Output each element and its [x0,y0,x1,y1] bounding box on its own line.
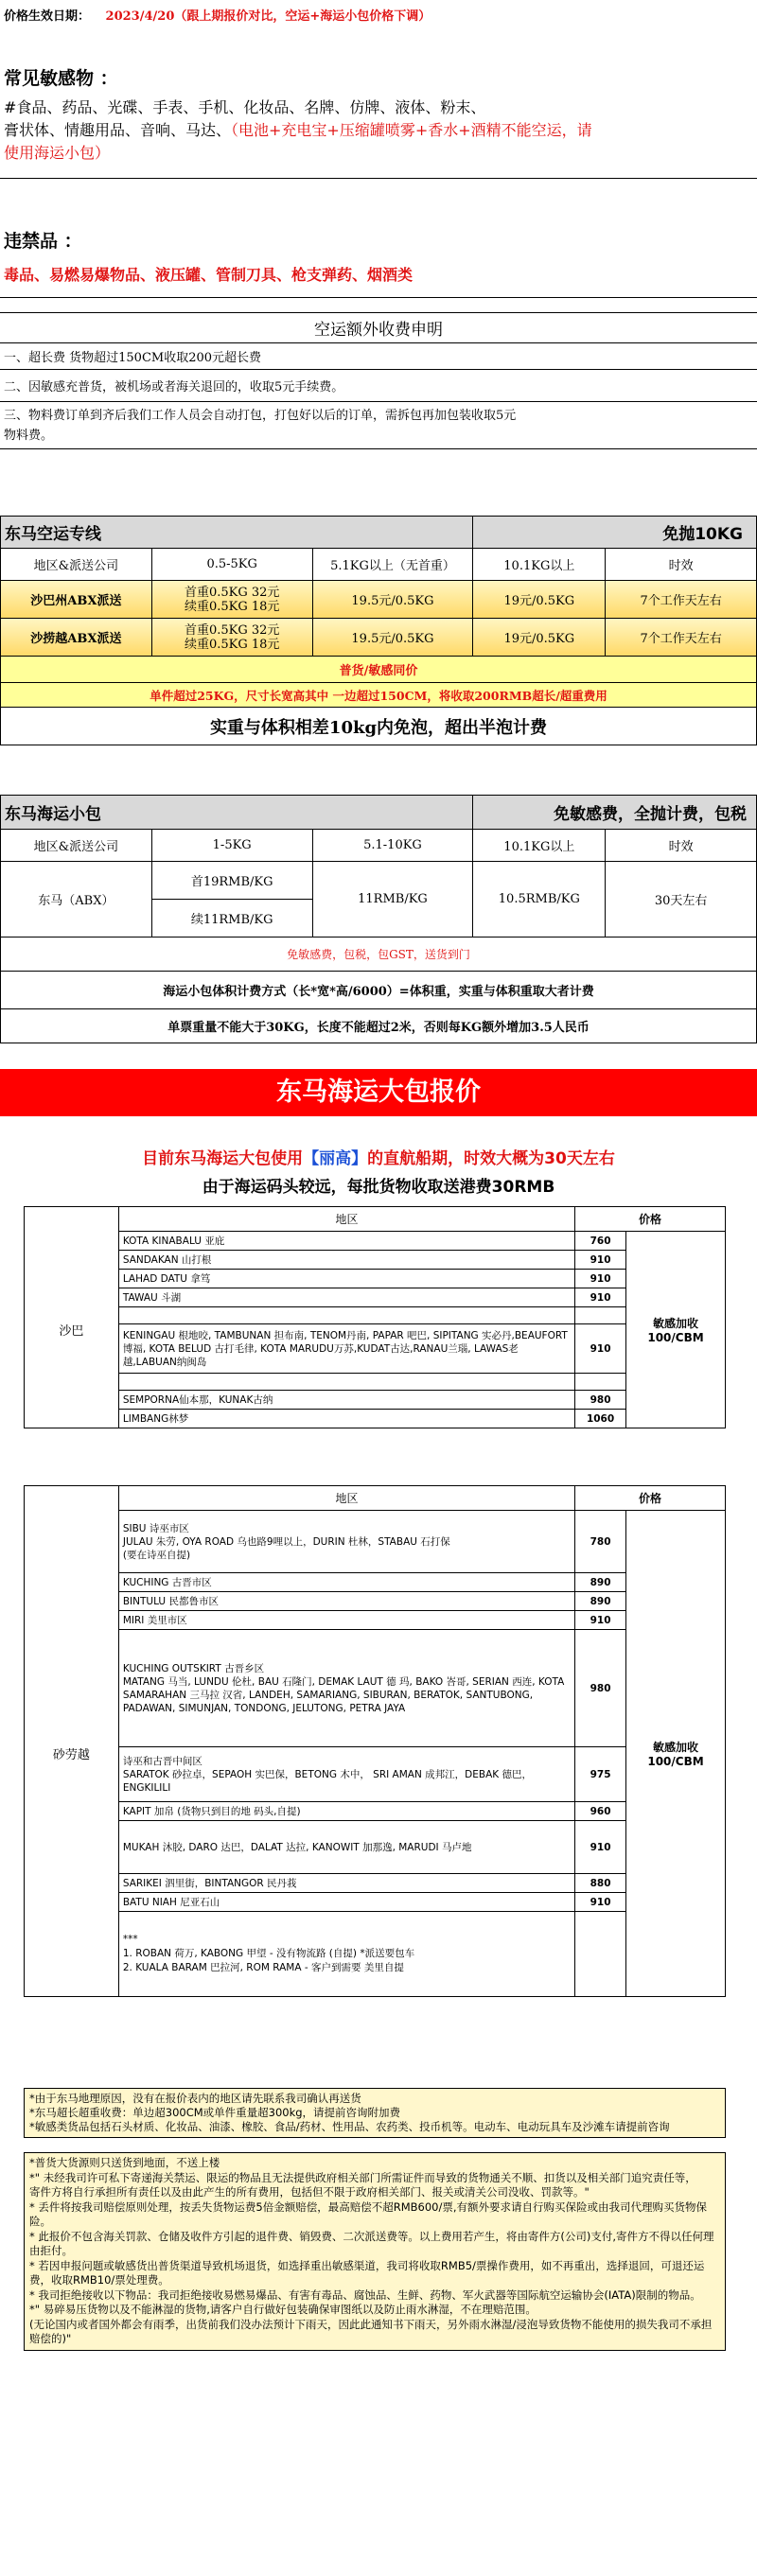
note-item: * 我司拒绝接收以下物品：我司拒绝接收易燃易爆品、有害有毒品、腐蚀品、生鲜、药物、军火武器等国际航空运输协会(IATA)限制的物品。 [29,2287,701,2302]
sarawak-header-area: 地区 [118,1486,574,1511]
air-row-sabah: 沙巴州ABX派送 首重0.5KG 32元 续重0.5KG 18元 19.5元/0.5KG 19元/0.5KG 7个工作天左右 [1,581,757,619]
air-fees-title: 空运额外收费申明 [0,313,757,343]
air-note-oversize: 单件超过25KG，尺寸长宽高其中 一边超过150CM，将收取200RMB超长/超重费用 [1,683,757,708]
sensitive-line-1: #食品、药品、光碟、手表、手机、化妆品、名牌、仿牌、液体、粉末、 [4,98,486,116]
sarawak-row-area: 诗巫和古晋中间区 SARATOK 砂拉卓，SEPAOH 实巴保，BETONG 木中， SRI AMAN 成邦江，DEBAK 德巴，ENGKILILI [118,1747,574,1802]
sarawak-row-area: KAPIT 加帛 (货物只到目的地 码头,自提) [118,1802,574,1821]
note-item: *" 易碎易压货物以及不能淋湿的货物,请客户自行做好包装确保审图纸以及防止雨水淋湿，不在理赔范围。 [29,2303,537,2316]
sea-small-note-1: 免敏感费，包税，包GST，送货到门 [1,938,757,972]
air-row-sarawak: 沙捞越ABX派送 首重0.5KG 32元 续重0.5KG 18元 19.5元/0.5KG 19元/0.5KG 7个工作天左右 [1,619,757,657]
sabah-row-price: 1060 [575,1410,626,1428]
sensitive-line-3: 使用海运小包） [4,144,111,162]
sea-small-note-2: 海运小包体积计费方式（长*宽*高/6000）=体积重，实重与体积重取大者计费 [1,972,757,1009]
sea-small-note-3: 单票重量不能大于30KG，长度不能超过2米，否则每KG额外增加3.5人民币 [1,1009,757,1043]
note-item: * 若因申报问题或敏感货出普货渠道导致机场退货，如选择重出敏感渠道，我司将收取RMB5/票操作费用，如不再重出，选择退回，可退还运费，收取RMB10/票处理费。 [29,2258,705,2287]
air-fee-item-1: 一、超长费 货物超过150CM收取200元超长费 [0,343,757,370]
sea-small-subtitle: 免敏感费，全抛计费，包税 [473,796,757,830]
sea-small-header-time: 时效 [606,830,757,862]
sabah-row-area: LAHAD DATU 拿笃 [118,1270,574,1288]
sarawak-row-price: 975 [575,1747,626,1802]
air-header-tier2: 5.1KG以上（无首重） [312,549,473,581]
note-item: *东马超长超重收费：单边超300CM或单件重量超300kg，请提前咨询附加费 [29,2106,401,2119]
sabah-header-price: 价格 [575,1207,726,1232]
sabah-row-area: TAWAU 斗湖 [118,1288,574,1307]
prohibited-title: 违禁品 ： [4,231,82,252]
sarawak-row-price: 910 [575,1611,626,1630]
sea-big-notes-b [24,2152,726,2351]
air-header-tier3: 10.1KG以上 [473,549,606,581]
sabah-header-area: 地区 [118,1207,574,1232]
air-header-area: 地区&派送公司 [1,549,152,581]
sabah-price-table [24,1206,726,1428]
air-table-title: 东马空运专线 [1,517,473,549]
note-item: * 此报价不包含海关罚款、仓储及收件方引起的退件费、销毁费、二次派送费等。以上费用若产生，将由寄件方(公司)支付,寄件方不得以任何理由拒付。 [29,2229,714,2257]
note-item: *普货大货源则只送货到地面，不送上楼 [29,2156,220,2169]
sabah-sensitive-surcharge: 敏感加收 100/CBM [626,1232,726,1428]
sea-big-carrier: 【丽高】 [303,1149,368,1168]
sarawak-row-area: MIRI 美里市区 [118,1611,574,1630]
sarawak-row-area: SIBU 诗巫市区 JULAU 朱劳, OYA ROAD 乌也路9哩以上，DURIN 杜林，STABAU 石打保 (要在诗巫自提) [118,1511,574,1573]
sea-small-header-tier3: 10.1KG以上 [473,830,606,862]
air-table-free-volume: 免抛10KG [473,517,757,549]
air-fee-item-2: 二、因敏感充普货，被机场或者海关退回的，收取5元手续费。 [0,370,757,402]
sea-small-time: 30天左右 [606,862,757,938]
sea-small-header-area: 地区&派送公司 [1,830,152,862]
effective-date-row [4,6,431,24]
air-fees-table [0,312,757,449]
sarawak-state: 砂劳越 [25,1511,119,1997]
sea-small-price-high: 10.5RMB/KG [473,862,606,938]
note-item: *" 未经我司许可私下寄递海关禁运、限运的物品且无法提供政府相关部门所需证件而导致的货物通关不顺、扣货以及相关部门追究责任等， [29,2170,696,2184]
sea-big-info-1: 目前东马海运大包使用【丽高】的直航船期，时效大概为30天左右 [142,1149,615,1168]
sarawak-row-price: 910 [575,1821,626,1874]
sabah-row-area: LIMBANG林梦 [118,1410,574,1428]
sabah-row-area: SEMPORNA仙本那，KUNAK古纳 [118,1391,574,1410]
sarawak-row-price: 880 [575,1874,626,1893]
note-item: (无论国内或者国外都会有雨季，出货前我们没办法预计下雨天，因此此通知书下雨天，另外雨水淋湿/浸泡导致货物不能使用的损失我司不承担赔偿的)" [29,2317,713,2345]
sea-small-table [0,795,757,1043]
sarawak-row-area: MUKAH 沐胶, DARO 达巴，DALAT 达拉, KANOWIT 加那逸, MARUDI 马卢地 [118,1821,574,1874]
air-header-time: 时效 [606,549,757,581]
air-freight-table [0,516,757,745]
sensitive-list [4,96,756,165]
sabah-row-price: 910 [575,1251,626,1270]
note-item: * 丢件将按我司赔偿原则处理，按丢失货物运费5倍金额赔偿，最高赔偿不超RMB600/票,有额外要求请自行购买保险或由我司代理购买货物保险。 [29,2199,707,2228]
sea-small-header-tier2: 5.1-10KG [312,830,473,862]
sarawak-row-price: 780 [575,1511,626,1573]
sea-small-cont-price: 续11RMB/KG [151,900,312,938]
air-note-same-price: 普货/敏感同价 [1,657,757,683]
sensitive-title: 常见敏感物 ： [4,68,118,89]
sabah-row-area: SANDAKAN 山打根 [118,1251,574,1270]
sea-big-banner: 东马海运大包报价 [0,1069,757,1116]
sea-small-price-mid: 11RMB/KG [312,862,473,938]
effective-date-value: 2023/4/20（跟上期报价对比，空运+海运小包价格下调） [105,9,431,24]
air-header-tier1: 0.5-5KG [151,549,312,581]
sarawak-row-price: 980 [575,1630,626,1747]
sarawak-row-price: 890 [575,1573,626,1592]
sarawak-row-area: BINTULU 民都鲁市区 [118,1592,574,1611]
sabah-row-price: 760 [575,1232,626,1251]
sea-small-title: 东马海运小包 [1,796,473,830]
sarawak-row-area: BATU NIAH 尼亚石山 [118,1893,574,1912]
sabah-row-price: 910 [575,1324,626,1374]
note-item: 寄件方将自行承担所有责任以及由此产生的所有费用，包括但不限于政府相关部门、报关或清关公司没收、罚款等。" [29,2185,590,2199]
sea-small-first-price: 首19RMB/KG [151,862,312,900]
sarawak-row-price: 960 [575,1802,626,1821]
note-item: *由于东马地理原因，没有在报价表内的地区请先联系我司确认再送货 [29,2092,361,2105]
sensitive-battery-warning: （电池+充电宝+压缩罐喷雾+香水+酒精不能空运，请 [231,121,592,139]
sarawak-row-area: SARIKEI 泗里街，BINTANGOR 民丹莪 [118,1874,574,1893]
note-item: *敏感类货品包括石头材质、化妆品、油漆、橡胶、食品/药材、性用品、农药类、投币机等。电动车、电动玩具车及沙滩车请提前咨询 [29,2120,670,2133]
divider-1 [0,178,757,179]
sea-big-info-2: 由于海运码头较远，每批货物收取送港费30RMB [202,1178,555,1197]
sarawak-row-area: *** 1. ROBAN 荷万, KABONG 甲望 - 没有物流路 (自提) *派送要包车 2. KUALA BARAM 巴拉河, ROM RAMA - 客户到需要 美里自提 [118,1912,574,1997]
sea-small-header-tier1: 1-5KG [151,830,312,862]
sabah-row-price: 910 [575,1288,626,1307]
sensitive-line-2: 膏状体、情趣用品、音响、马达、（电池+充电宝+压缩罐喷雾+香水+酒精不能空运，请 [4,121,592,139]
sabah-row-price: 910 [575,1270,626,1288]
divider-2 [0,297,757,298]
sabah-row-price: 980 [575,1391,626,1410]
sarawak-row-area: KUCHING OUTSKIRT 古晋乡区 MATANG 马当, LUNDU 伦杜, BAU 石隆门, DEMAK LAUT 德 玛, BAKO 峇哥, SERIAN 西连, KOTA SAMARAHAN 三马拉 汉省, LANDEH, SAMARIANG, SIBURAN, BERATOK, SANTUBONG, PADAWAN, SIMUNJAN, TONDONG, JELUTONG, PETRA JAYA [118,1630,574,1747]
sarawak-row-price: 890 [575,1592,626,1611]
sarawak-header-price: 价格 [575,1486,726,1511]
sabah-state: 沙巴 [25,1232,119,1428]
sarawak-row-price: 910 [575,1893,626,1912]
prohibited-items: 毒品、易燃易爆物品、液压罐、管制刀具、枪支弹药、烟酒类 [4,266,414,284]
sabah-row-area: KENINGAU 根地咬, TAMBUNAN 担布南, TENOM丹南, PAPAR 吧巴, SIPITANG 实必丹,BEAUFORT博福, KOTA BELUD 古打毛律, KOTA MARUDU万苏,KUDAT古达,RANAU兰瑙, LAWAS老越,LABUAN纳闽岛 [118,1324,574,1374]
air-note-volume: 实重与体积相差10kg内免泡，超出半泡计费 [1,708,757,745]
sabah-row-area: KOTA KINABALU 亚庇 [118,1232,574,1251]
sea-big-notes-a [24,2088,726,2138]
sarawak-sensitive-surcharge: 敏感加收 100/CBM [626,1511,726,1997]
effective-date-label: 价格生效日期： [4,9,91,24]
sea-small-area: 东马（ABX） [1,862,152,938]
sarawak-price-table [24,1485,726,1997]
sarawak-row-area: KUCHING 古晋市区 [118,1573,574,1592]
air-fee-item-3: 三、物料费订单到齐后我们工作人员会自动打包，打包好以后的订单，需拆包再加包装收取5元 物料费。 [0,402,757,449]
